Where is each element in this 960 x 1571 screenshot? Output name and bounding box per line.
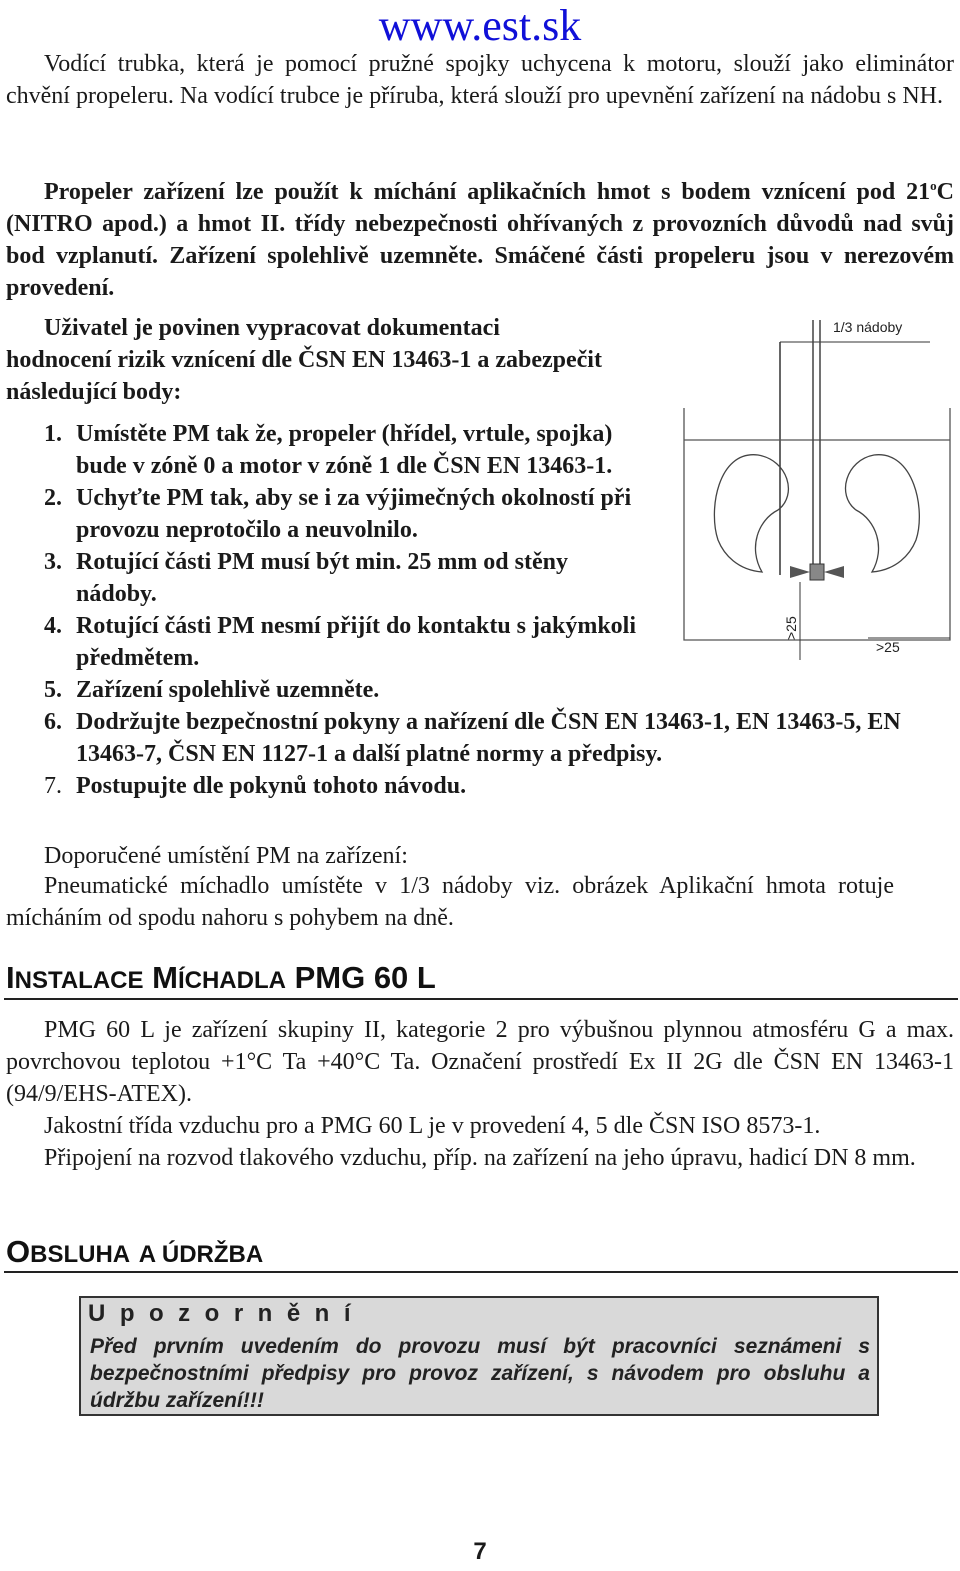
intro-paragraph-3: Uživatel je povinen vypracovat dokumentaci hodnocení rizik vznícení dle ČSN EN 13463-1 a zabezpečit následující body:	[6, 315, 602, 405]
recommended-placement-heading: Doporučené umístění PM na zařízení:	[44, 843, 408, 869]
flow-loop-right	[846, 455, 920, 572]
list-item	[6, 674, 776, 706]
page-number: 7	[473, 1538, 487, 1565]
label-side-distance: >25	[783, 616, 799, 640]
recommended-placement-text: Pneumatické míchadlo umístěte v 1/3 nádoby viz. obrázek Aplikační hmota rotuje mícháním od spodu nahoru s pohybem na dně.	[6, 873, 894, 931]
propeller-blade-right	[824, 566, 844, 578]
flow-loop-left	[714, 455, 788, 572]
degree-superscript: o	[930, 178, 937, 193]
section-title-installation: INSTALACE MÍCHADLA PMG 60 L	[6, 960, 436, 995]
vessel-outline	[684, 408, 950, 640]
list-item-number: 7.	[44, 773, 62, 799]
section-rule	[4, 1271, 958, 1273]
list-item-number: 3.	[44, 549, 62, 575]
list-item	[6, 418, 654, 482]
list-item-number: 6.	[44, 709, 62, 735]
section-rule	[4, 998, 958, 1000]
warning-text: Před prvním uvedením do provozu musí být pracovníci seznámeni s bezpečnostními předpisy pro provoz zařízení, s návodem pro obsluhu a údržbu zařízení!!!	[90, 1335, 870, 1412]
list-item	[6, 770, 956, 802]
installation-paragraph-2: Jakostní třída vzduchu pro a PMG 60 L je v provedení 4, 5 dle ČSN ISO 8573-1.	[44, 1113, 821, 1139]
propeller-hub	[810, 564, 824, 580]
installation-paragraph-3: Připojení na rozvod tlakového vzduchu, příp. na zařízení na jeho úpravu, hadicí DN 8 mm.	[44, 1145, 916, 1171]
list-item-number: 5.	[44, 677, 62, 703]
list-item-number: 4.	[44, 613, 62, 639]
list-item-text: Rotující části PM nesmí přijít do kontaktu s jakýmkoli předmětem.	[76, 613, 637, 671]
list-item	[6, 610, 654, 674]
installation-paragraph-1: PMG 60 L je zařízení skupiny II, kategorie 2 pro výbušnou plynnou atmosféru G a max. povrchovou teplotou +1°C Ta +40°C Ta. Označení prostředí Ex II 2G dle ČSN EN 13463-1 (94/9/EHS-ATEX).	[6, 1017, 954, 1107]
intro-paragraph-1: Vodící trubka, která je pomocí pružné spojky uchycena k motoru, slouží jako eliminátor chvění propeleru. Na vodící trubce je příruba, která slouží pro upevnění zařízení na nádobu s NH.	[6, 51, 954, 109]
label-bottom-distance: >25	[876, 639, 900, 655]
list-item	[6, 482, 654, 546]
list-item	[6, 706, 956, 770]
label-one-third: 1/3 nádoby	[833, 319, 903, 335]
intro-paragraph-2	[6, 170, 954, 304]
list-item-text: Postupujte dle pokynů tohoto návodu.	[76, 773, 467, 799]
propeller-blade-left	[790, 566, 810, 578]
intro-paragraph-2-part-a: Propeler zařízení lze použít k míchání aplikačních hmot s bodem vznícení pod 21	[44, 179, 931, 205]
list-item-number: 2.	[44, 485, 62, 511]
mixer-placement-diagram	[678, 310, 960, 682]
list-item	[6, 546, 654, 610]
list-item-number: 1.	[44, 421, 62, 447]
warning-title: Upozornění	[88, 1300, 365, 1327]
intro-paragraph-2-part-b: C (NITRO apod.) a hmot II. třídy nebezpečnosti ohřívaných z provozních důvodů nad svůj bod vzplanutí. Zařízení spolehlivě uzemněte. Smáčené části propeleru jsou v nerezovém provedení.	[6, 179, 954, 301]
list-item-text: Dodržujte bezpečnostní pokyny a nařízení dle ČSN EN 13463-1, EN 13463-5, EN 13463-7, ČSN EN 1127-1 a další platné normy a předpisy.	[76, 709, 901, 767]
section-title-maintenance: OBSLUHA A ÚDRŽBA	[6, 1234, 264, 1269]
site-url: www.est.sk	[378, 1, 582, 50]
list-item-text: Rotující části PM musí být min. 25 mm od stěny nádoby.	[76, 549, 568, 607]
list-item-text: Umístěte PM tak že, propeler (hřídel, vrtule, spojka) bude v zóně 0 a motor v zóně 1 dle ČSN EN 13463-1.	[76, 421, 613, 479]
list-item-text: Uchyťte PM tak, aby se i za výjimečných okolností při provozu neprotočilo a neuvolnilo.	[76, 485, 632, 543]
list-item-text: Zařízení spolehlivě uzemněte.	[76, 677, 380, 703]
